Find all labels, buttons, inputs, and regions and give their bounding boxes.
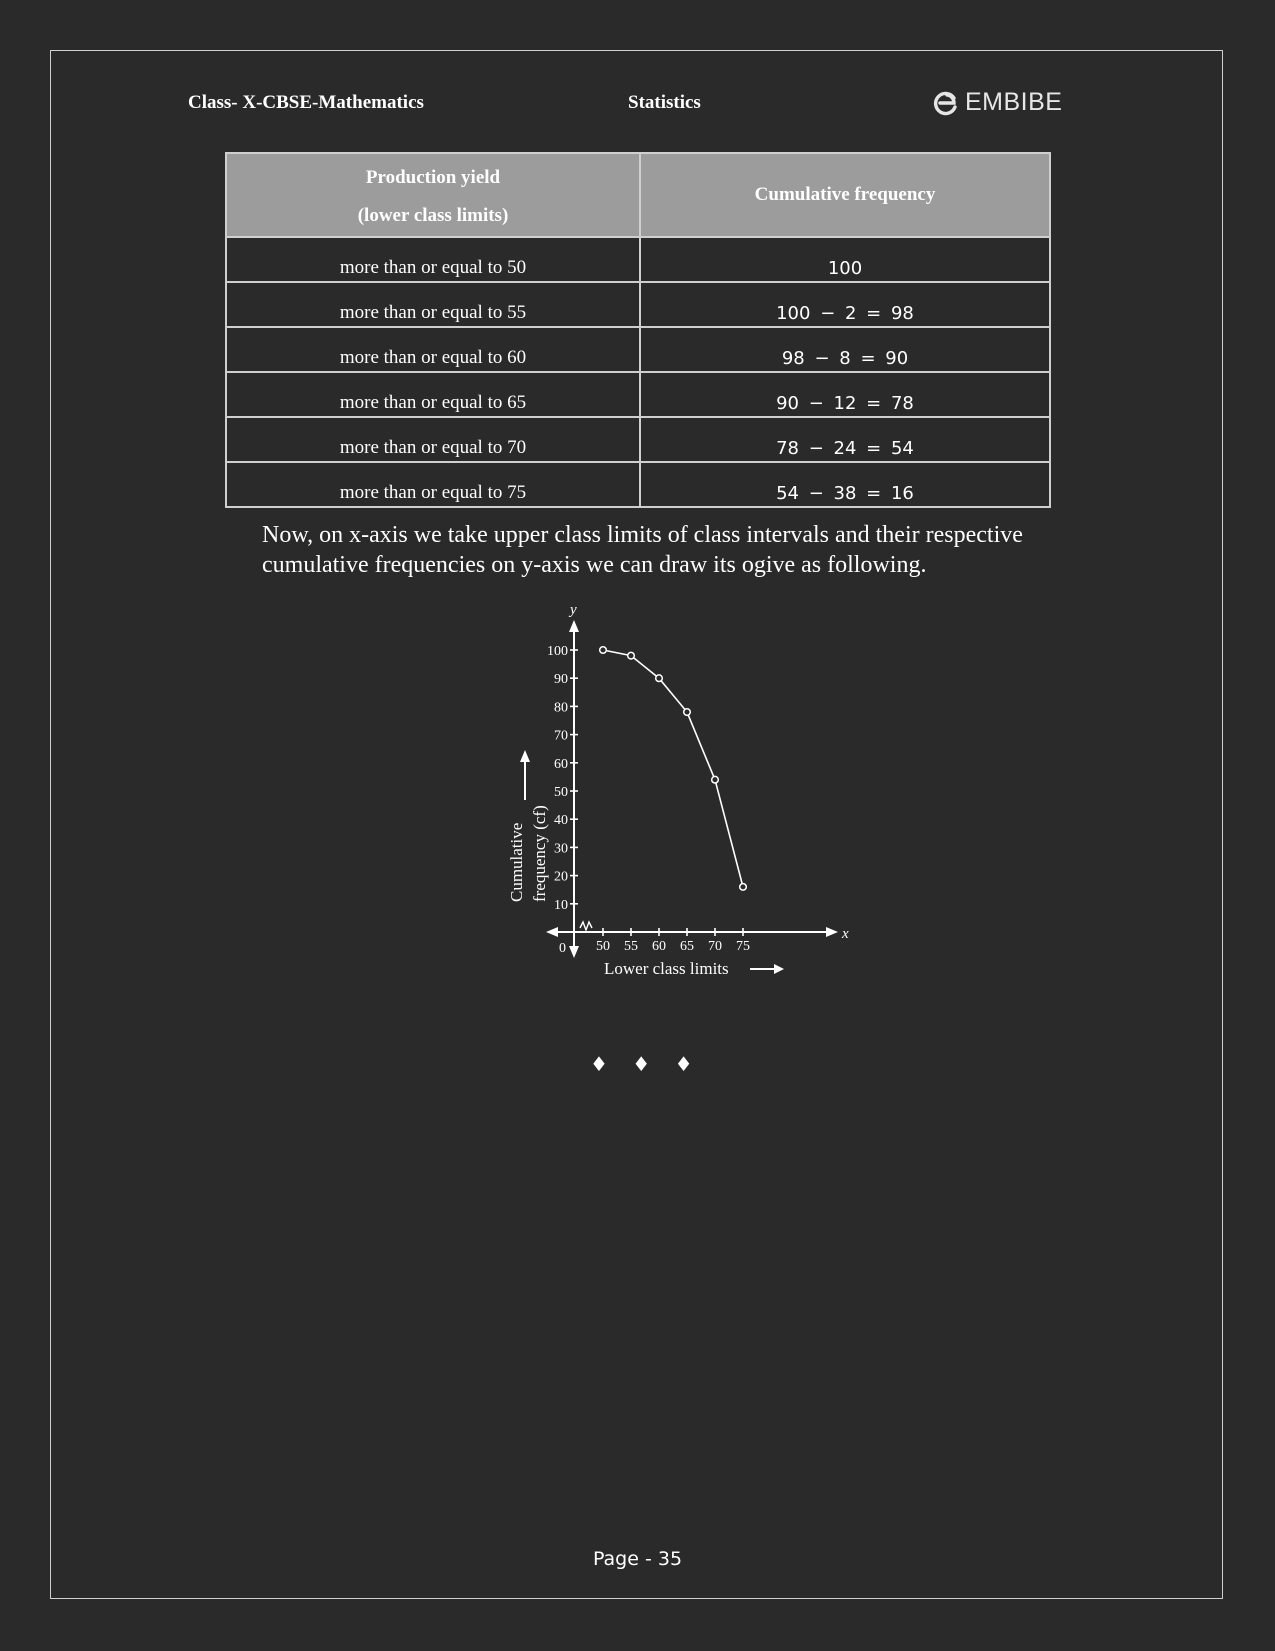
column-header-cumulative-frequency: Cumulative frequency (640, 153, 1050, 237)
cf-cell: 78 − 24 = 54 (640, 417, 1050, 462)
y-axis-down-arrow (569, 946, 579, 958)
logo-text: EMBIBE (965, 88, 1063, 116)
x-label-arrow-head (774, 964, 784, 974)
axis-break-mark (580, 922, 592, 930)
section-separator: ♦ ♦ ♦ (590, 1052, 693, 1076)
y-tick-label: 70 (554, 728, 568, 744)
data-point (628, 652, 635, 659)
data-point (740, 884, 747, 891)
y-tick-label: 60 (554, 756, 568, 772)
y-tick-label: 30 (554, 841, 568, 857)
data-point (684, 709, 691, 716)
y-axis-arrow (569, 620, 579, 632)
cf-cell: 90 − 12 = 78 (640, 372, 1050, 417)
lower-limit-cell: more than or equal to 75 (226, 462, 640, 507)
y-axis-label-line-1: Cumulative (507, 822, 526, 902)
page-number: Page - 35 (592, 1548, 683, 1570)
x-tick-label: 70 (708, 939, 722, 954)
data-point (656, 675, 663, 682)
x-tick-label: 55 (624, 939, 638, 954)
x-axis-left-arrow (546, 927, 558, 937)
x-axis-label: Lower class limits (604, 959, 729, 978)
y-tick-label: 90 (554, 672, 568, 688)
x-tick-label: 60 (652, 939, 666, 954)
y-tick-label: 10 (554, 897, 568, 913)
y-tick-label: 40 (554, 813, 568, 829)
header-chapter: Statistics (628, 92, 701, 113)
y-tick-label: 20 (554, 869, 568, 885)
data-point (600, 647, 607, 654)
cf-cell: 98 − 8 = 90 (640, 327, 1050, 372)
cf-cell: 54 − 38 = 16 (640, 462, 1050, 507)
x-axis-name: x (842, 926, 849, 942)
lower-limit-cell: more than or equal to 70 (226, 417, 640, 462)
lower-limit-cell: more than or equal to 60 (226, 327, 640, 372)
explanation-paragraph: Now, on x-axis we take upper class limits of class intervals and their respective cumulative frequencies on y-axis we can draw its ogive as following. (262, 522, 1023, 578)
column-header-line-2: (lower class limits) (357, 205, 509, 226)
ogive-line (603, 650, 743, 887)
y-tick-label: 100 (547, 644, 568, 659)
cf-cell: 100 − 2 = 98 (640, 282, 1050, 327)
x-tick-label: 75 (736, 939, 750, 954)
column-header-line-1: Production yield (365, 167, 501, 188)
x-tick-label: 50 (596, 939, 610, 954)
data-point (712, 776, 719, 783)
x-axis-arrow (826, 927, 838, 937)
y-axis-label-line-2: frequency (cf) (530, 805, 549, 902)
y-tick-label: 80 (554, 700, 568, 716)
lower-limit-cell: more than or equal to 65 (226, 372, 640, 417)
y-label-arrow-head (520, 750, 530, 762)
origin-label: 0 (559, 941, 566, 956)
lower-limit-cell: more than or equal to 55 (226, 282, 640, 327)
x-tick-label: 65 (680, 939, 694, 954)
lower-limit-cell: more than or equal to 50 (226, 237, 640, 282)
y-axis-name: y (570, 602, 577, 618)
y-tick-label: 50 (554, 785, 568, 800)
cf-cell: 100 (640, 237, 1050, 282)
header-subject: Class- X-CBSE-Mathematics (188, 92, 424, 113)
